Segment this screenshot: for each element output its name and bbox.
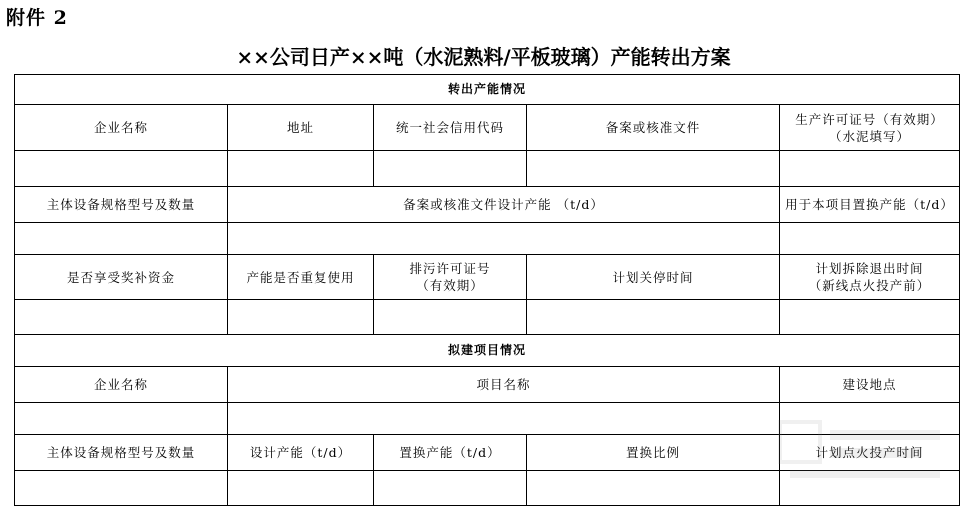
header-production-license <box>780 105 960 151</box>
input-cell-equipment-spec[interactable] <box>15 223 228 255</box>
input-cell-proposed-equipment-spec[interactable] <box>15 471 228 506</box>
header-equipment-spec: 主体设备规格型号及数量 <box>15 187 228 223</box>
header-row <box>15 435 960 471</box>
input-cell-project-name[interactable] <box>228 403 780 435</box>
header-row <box>15 367 960 403</box>
input-cell-planned-ignition[interactable] <box>780 471 960 506</box>
input-cell-proposed-design-capacity[interactable] <box>228 471 374 506</box>
input-cell-planned-shutdown[interactable] <box>527 300 780 335</box>
header-proposed-replacement-capacity: 置换产能（t/d） <box>374 435 527 471</box>
header-planned-ignition: 计划点火投产时间 <box>780 435 960 471</box>
input-row <box>15 223 960 255</box>
section-header-row <box>15 75 960 105</box>
input-cell-planned-demolition[interactable] <box>780 300 960 335</box>
header-designed-capacity: 备案或核准文件设计产能 （t/d） <box>228 187 780 223</box>
input-cell-replacement-capacity[interactable] <box>780 223 960 255</box>
header-address: 地址 <box>228 105 374 151</box>
header-proposed-equipment-spec: 主体设备规格型号及数量 <box>15 435 228 471</box>
input-cell-replacement-ratio[interactable] <box>527 471 780 506</box>
header-row <box>15 105 960 151</box>
header-construction-site: 建设地点 <box>780 367 960 403</box>
header-capacity-reuse: 产能是否重复使用 <box>228 255 374 300</box>
input-cell-address[interactable] <box>228 151 374 187</box>
header-production-license-line2: （水泥填写） <box>829 128 911 144</box>
input-row <box>15 300 960 335</box>
input-cell-designed-capacity[interactable] <box>228 223 780 255</box>
input-cell-proposed-company-name[interactable] <box>15 403 228 435</box>
header-company-name: 企业名称 <box>15 105 228 151</box>
section-header-row <box>15 335 960 367</box>
header-proposed-company-name: 企业名称 <box>15 367 228 403</box>
input-cell-proposed-replacement-capacity[interactable] <box>374 471 527 506</box>
input-row <box>15 403 960 435</box>
input-cell-credit-code[interactable] <box>374 151 527 187</box>
document-title: ××公司日产××吨（水泥熟料/平板玻璃）产能转出方案 <box>236 45 731 69</box>
capacity-transfer-form <box>14 74 960 506</box>
input-cell-construction-site[interactable] <box>780 403 960 435</box>
header-proposed-design-capacity: 设计产能（t/d） <box>228 435 374 471</box>
header-planned-demolition-line2: （新线点火投产前） <box>808 278 931 293</box>
header-replacement-ratio: 置换比例 <box>527 435 780 471</box>
header-row <box>15 255 960 300</box>
attachment-label: 附件 2 <box>6 7 68 29</box>
header-credit-code: 统一社会信用代码 <box>374 105 527 151</box>
input-row <box>15 471 960 506</box>
input-cell-production-license[interactable] <box>780 151 960 187</box>
header-project-name: 项目名称 <box>228 367 780 403</box>
input-cell-company-name[interactable] <box>15 151 228 187</box>
section-heading-proposed: 拟建项目情况 <box>15 335 960 367</box>
input-row <box>15 151 960 187</box>
header-planned-shutdown: 计划关停时间 <box>527 255 780 300</box>
input-cell-discharge-permit[interactable] <box>374 300 527 335</box>
header-planned-demolition <box>780 255 960 300</box>
header-discharge-permit-line1: 排污许可证号 <box>409 261 491 276</box>
header-production-license-line1: 生产许可证号（有效期） <box>795 111 944 127</box>
header-row <box>15 187 960 223</box>
input-cell-capacity-reuse[interactable] <box>228 300 374 335</box>
input-cell-subsidy[interactable] <box>15 300 228 335</box>
header-discharge-permit <box>374 255 527 300</box>
header-planned-demolition-line1: 计划拆除退出时间 <box>815 261 924 276</box>
header-discharge-permit-line2: （有效期） <box>416 278 484 293</box>
section-heading-transfer: 转出产能情况 <box>15 75 960 105</box>
header-subsidy: 是否享受奖补资金 <box>15 255 228 300</box>
input-cell-approval-document[interactable] <box>527 151 780 187</box>
header-replacement-capacity: 用于本项目置换产能（t/d） <box>780 187 960 223</box>
header-approval-document: 备案或核准文件 <box>527 105 780 151</box>
